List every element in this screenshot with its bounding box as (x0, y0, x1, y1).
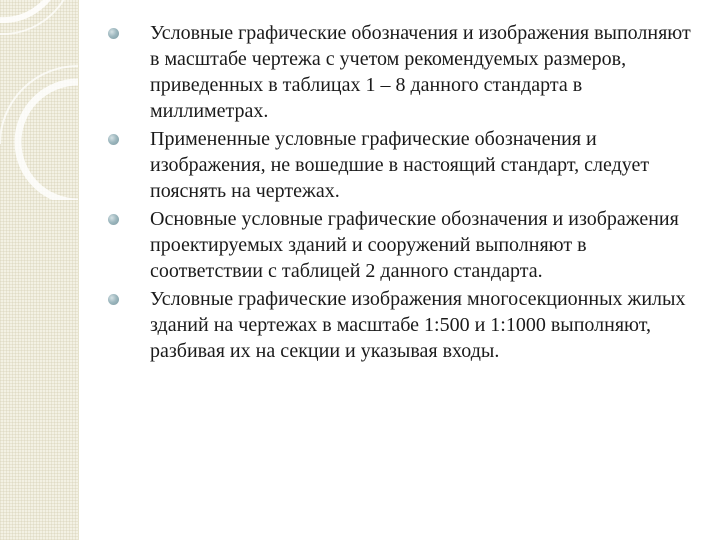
bullet-text: Примененные условные графические обозначения и изображения, не вошедшие в настоящий стандарт, следует пояснять на чертежах. (150, 128, 650, 202)
bullet-text: Условные графические изображения многосекционных жилых зданий на чертежах в масштабе 1:500 и 1:1000 выполняют, разбивая их на секции и указывая входы. (150, 288, 686, 362)
bullet-list (108, 20, 698, 364)
bullet-item (108, 20, 698, 124)
slide-content (108, 20, 698, 366)
decorative-circles (0, 0, 120, 200)
bullet-dot-icon (108, 28, 119, 39)
bullet-item (108, 126, 698, 204)
bullet-dot-icon (108, 134, 119, 145)
bullet-item (108, 206, 698, 284)
bullet-item (108, 286, 698, 364)
bullet-text: Условные графические обозначения и изображения выполняют в масштабе чертежа с учетом рекомендуемых размеров, приведенных в таблицах 1 – 8 данного стандарта в миллиметрах. (150, 22, 691, 122)
bullet-text: Основные условные графические обозначения и изображения проектируемых зданий и сооружений выполняют в соответствии с таблицей 2 данного стандарта. (150, 208, 679, 282)
bullet-dot-icon (108, 294, 119, 305)
bullet-dot-icon (108, 214, 119, 225)
